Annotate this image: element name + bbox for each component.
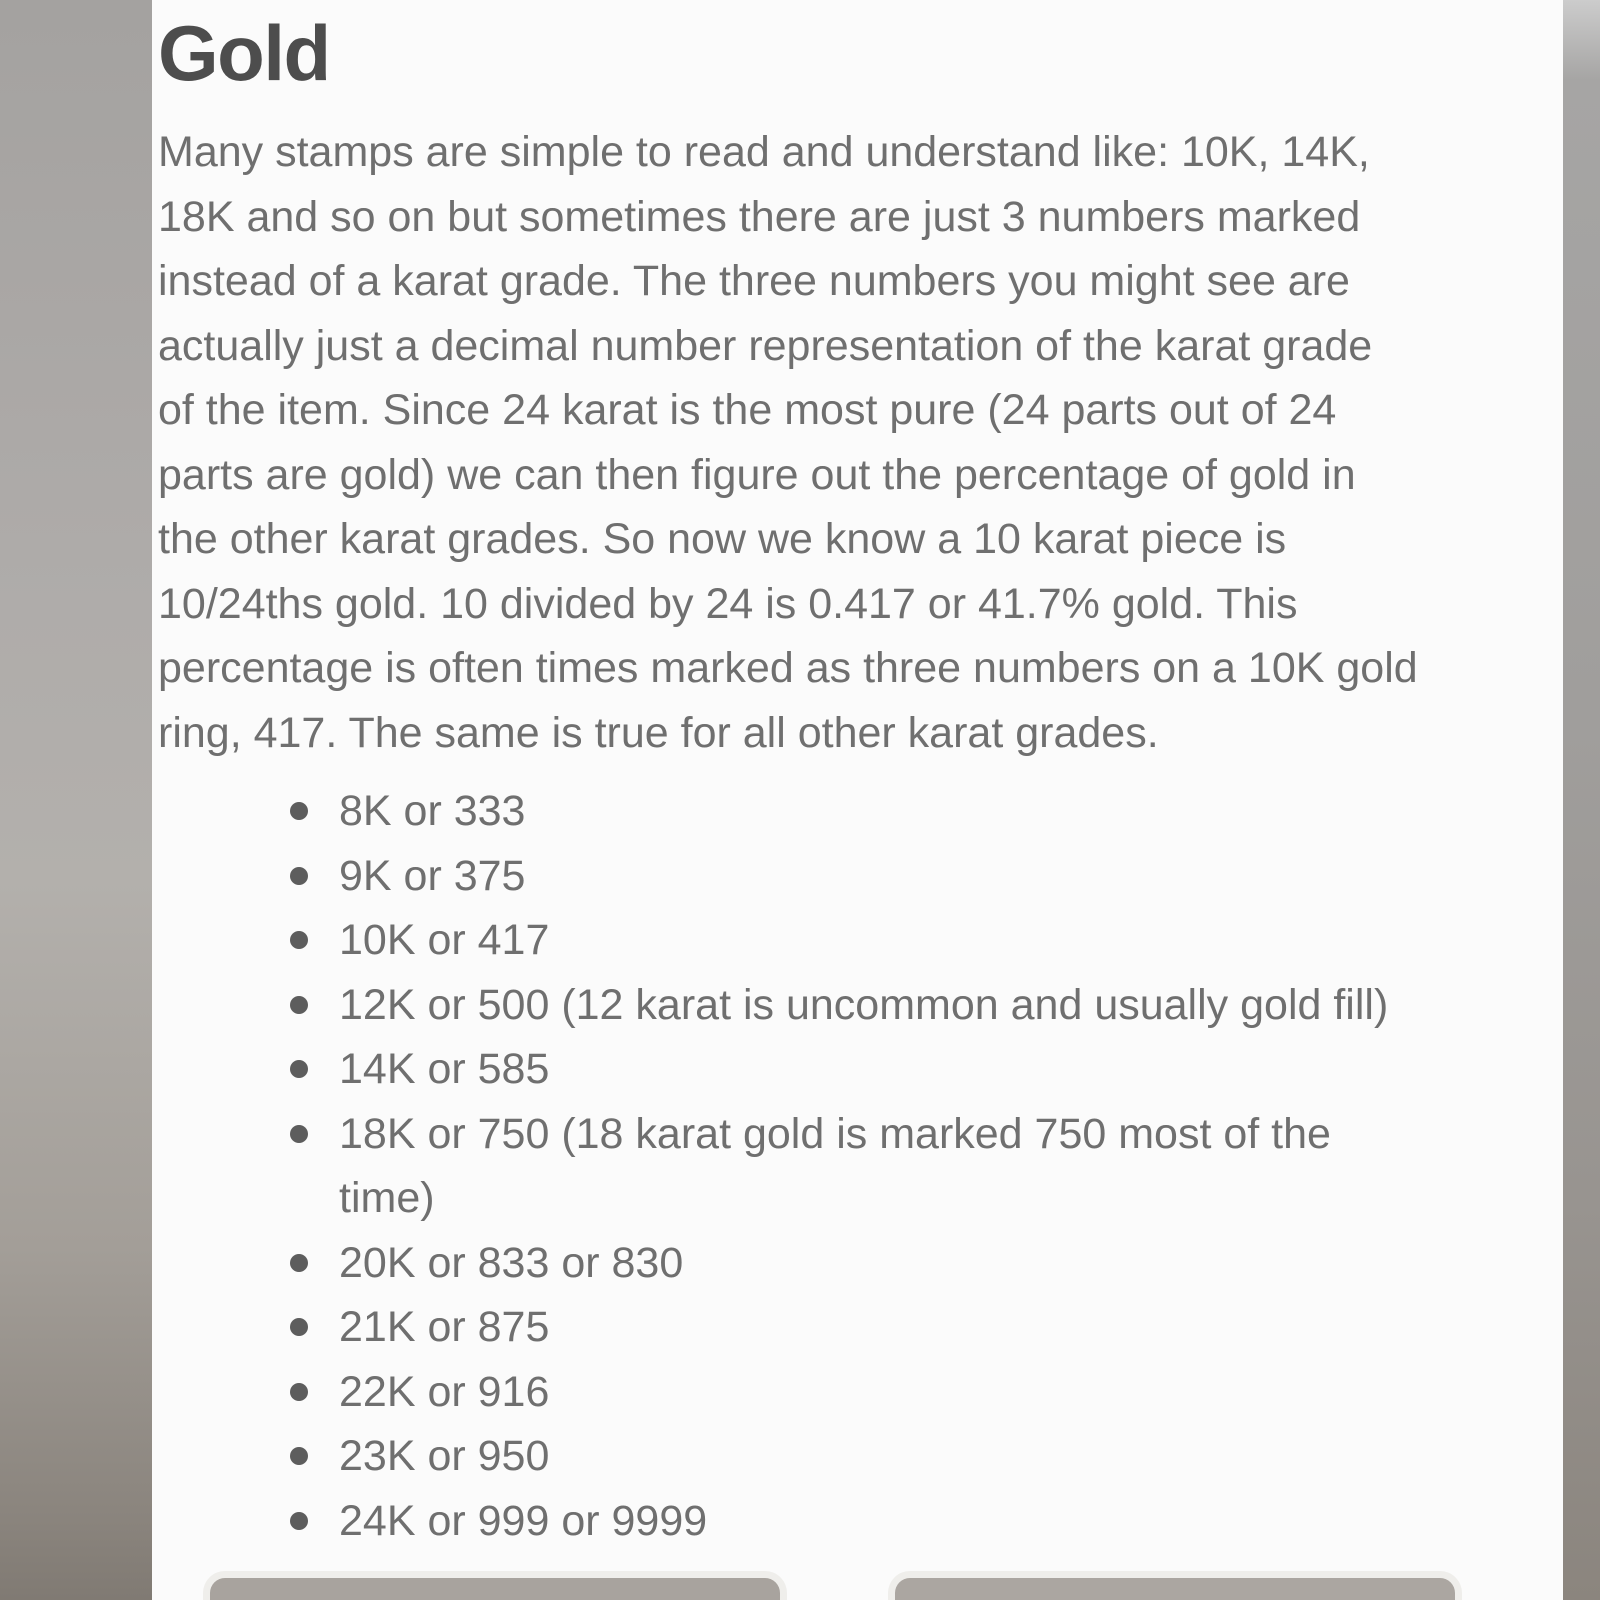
list-item-text: 20K or 833 or 830 <box>339 1238 684 1287</box>
bullet-icon <box>290 931 308 949</box>
list-item <box>158 908 1563 973</box>
intro-paragraph <box>158 120 1563 765</box>
list-item <box>158 1424 1563 1489</box>
list-item-text: 18K or 750 (18 karat gold is marked 750 most of the time) <box>339 1109 1331 1222</box>
bottom-left-button[interactable] <box>210 1578 780 1600</box>
bullet-icon <box>290 1125 308 1143</box>
list-item <box>158 1295 1563 1360</box>
right-background-band <box>1563 0 1600 1600</box>
list-item-text: 21K or 875 <box>339 1303 550 1351</box>
list-item <box>158 1037 1563 1102</box>
page-title: Gold <box>158 9 330 97</box>
bullet-icon <box>290 1512 308 1530</box>
list-item <box>158 973 1563 1038</box>
list-item-text: 12K or 500 (12 karat is uncommon and usually gold fill) <box>339 980 1389 1029</box>
list-item <box>158 779 1563 844</box>
bullet-icon <box>290 802 308 820</box>
bullet-icon <box>290 1254 308 1272</box>
bullet-icon <box>290 867 308 885</box>
list-item-text: 9K or 375 <box>339 851 526 900</box>
paragraph-line: ring, 417. The same is true for all other karat grades. <box>158 708 1159 757</box>
list-item <box>158 1360 1563 1425</box>
list-item-text: 22K or 916 <box>339 1367 550 1416</box>
bullet-icon <box>290 1383 308 1401</box>
paragraph-line: 18K and so on but sometimes there are just 3 numbers marked <box>158 192 1361 241</box>
paragraph-line: the other karat grades. So now we know a 10 karat piece is <box>158 515 1287 563</box>
list-item-text: 10K or 417 <box>339 916 550 964</box>
paragraph-line: 10/24ths gold. 10 divided by 24 is 0.417 or 41.7% gold. This <box>158 579 1298 628</box>
bottom-right-button[interactable] <box>895 1578 1455 1600</box>
paragraph-line: parts are gold) we can then figure out the percentage of gold in <box>158 450 1356 499</box>
karat-list <box>158 779 1563 1553</box>
bullet-icon <box>290 1060 308 1078</box>
paragraph-line: actually just a decimal number representation of the karat grade <box>158 321 1373 370</box>
list-item <box>158 1102 1563 1231</box>
bullet-icon <box>290 1447 308 1465</box>
bullet-icon <box>290 1318 308 1336</box>
bullet-icon <box>290 996 308 1014</box>
article-content <box>152 0 1563 1600</box>
list-item <box>158 844 1563 909</box>
list-item-text: 23K or 950 <box>339 1432 550 1480</box>
left-background-band <box>0 0 152 1600</box>
paragraph-line: Many stamps are simple to read and understand like: 10K, 14K, <box>158 128 1370 176</box>
list-item <box>158 1231 1563 1296</box>
list-item-text: 8K or 333 <box>339 787 526 835</box>
paragraph-line: percentage is often times marked as three numbers on a 10K gold <box>158 644 1418 692</box>
paragraph-line: instead of a karat grade. The three numbers you might see are <box>158 257 1350 305</box>
paragraph-line: of the item. Since 24 karat is the most pure (24 parts out of 24 <box>158 386 1337 434</box>
list-item <box>158 1489 1563 1554</box>
list-item-text: 14K or 585 <box>339 1045 550 1093</box>
list-item-text: 24K or 999 or 9999 <box>339 1496 708 1545</box>
